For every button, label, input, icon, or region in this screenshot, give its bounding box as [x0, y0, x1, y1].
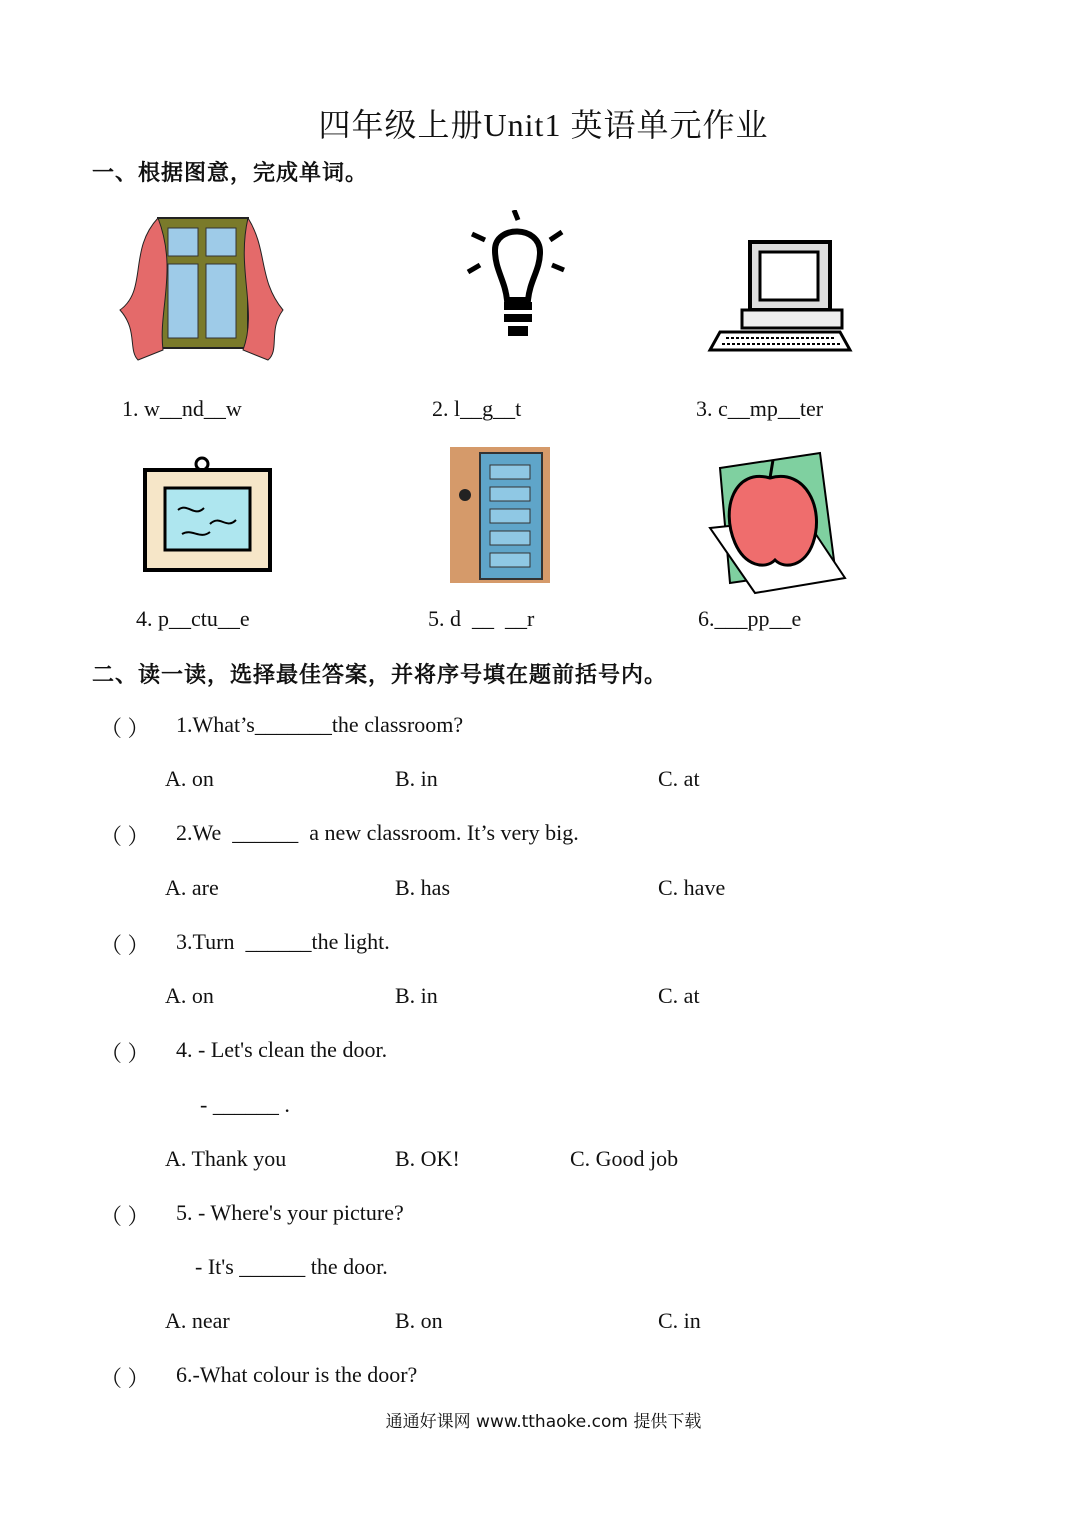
option-b: B. in — [395, 983, 438, 1008]
question-5-reply: - It's ______ the door. — [195, 1254, 388, 1279]
lightbulb-icon — [440, 210, 610, 370]
question-4-reply: - ______ . — [200, 1092, 290, 1117]
answer-paren[interactable]: （ ） — [100, 824, 150, 849]
section-1-heading: 一、根据图意，完成单词。 — [92, 161, 369, 186]
option-c: C. at — [658, 983, 700, 1008]
word-item-1: 1. w__nd__w — [122, 396, 242, 421]
word-item-6: 6.___pp__e — [698, 606, 802, 631]
question-3: 3.Turn ______the light. — [176, 929, 390, 954]
word-item-3: 3. c__mp__ter — [696, 396, 824, 421]
word-item-5: 5. d __ __r — [428, 606, 535, 631]
picture-frame-icon — [130, 450, 300, 610]
option-a: A. near — [165, 1308, 230, 1333]
option-c: C. in — [658, 1308, 701, 1333]
word-item-2: 2. l__g__t — [432, 396, 522, 421]
apple-icon — [695, 448, 865, 608]
question-2: 2.We ______ a new classroom. It’s very big. — [176, 820, 579, 845]
answer-paren[interactable]: （ ） — [100, 1366, 150, 1391]
option-b: B. has — [395, 875, 450, 900]
footer-credit: 通通好课网 www.tthaoke.com 提供下载 — [385, 1412, 702, 1432]
answer-paren[interactable]: （ ） — [100, 933, 150, 958]
question-4: 4. - Let's clean the door. — [176, 1037, 388, 1062]
question-6: 6.-What colour is the door? — [176, 1362, 418, 1387]
word-item-4: 4. p__ctu__e — [136, 606, 250, 631]
computer-icon — [700, 220, 870, 380]
option-c: C. at — [658, 766, 700, 791]
option-b: B. on — [395, 1308, 443, 1333]
option-a: A. Thank you — [165, 1146, 287, 1171]
option-a: A. on — [165, 766, 214, 791]
option-b: B. in — [395, 766, 438, 791]
window-icon — [118, 210, 288, 370]
question-5: 5. - Where's your picture? — [176, 1200, 404, 1225]
option-a: A. on — [165, 983, 214, 1008]
answer-paren[interactable]: （ ） — [100, 1041, 150, 1066]
answer-paren[interactable]: （ ） — [100, 716, 150, 741]
answer-paren[interactable]: （ ） — [100, 1204, 150, 1229]
option-a: A. are — [165, 875, 219, 900]
question-1: 1.What’s_______the classroom? — [176, 712, 464, 737]
option-c: C. Good job — [570, 1146, 679, 1171]
option-c: C. have — [658, 875, 726, 900]
option-b: B. OK! — [395, 1146, 460, 1171]
section-2-heading: 二、读一读，选择最佳答案，并将序号填在题前括号内。 — [92, 663, 668, 688]
door-icon — [440, 445, 610, 605]
page-title: 四年级上册Unit1 英语单元作业 — [318, 107, 769, 143]
